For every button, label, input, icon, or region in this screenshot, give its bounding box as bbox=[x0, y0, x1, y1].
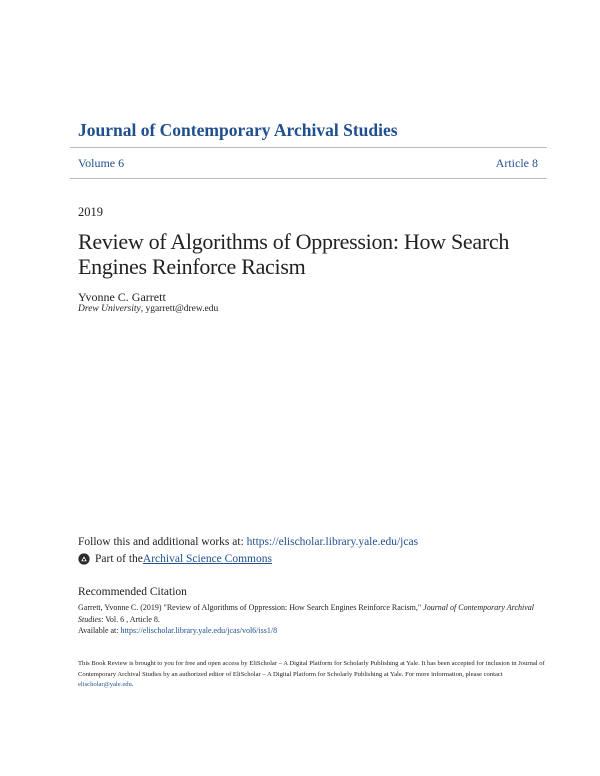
footer-end: . bbox=[131, 681, 134, 688]
available-url-link[interactable]: https://elischolar.library.yale.edu/jcas/vol6/iss1/8 bbox=[120, 626, 278, 635]
open-access-icon bbox=[78, 553, 90, 565]
recommended-citation-heading: Recommended Citation bbox=[78, 586, 187, 598]
footer-notice bbox=[78, 659, 548, 691]
footer-text: This Book Review is brought to you for free and open access by EliScholar – A Digital Platform for Scholarly Publishing at Yale. It has been accepted for inclusion in Journal of Contemporary Archival Studies by an authorized editor of EliScholar – A Digital Platform for Scholarly Publishing at Yale. For more information, please contact bbox=[78, 660, 545, 678]
bottom-divider bbox=[70, 178, 547, 179]
part-of-line bbox=[78, 553, 272, 565]
article-title: Review of Algorithms of Oppression: How Search Engines Reinforce Racism bbox=[78, 229, 510, 279]
contact-email-link[interactable]: elischolar@yale.edu bbox=[78, 681, 132, 688]
citation-text: Garrett, Yvonne C. (2019) "Review of Algorithms of Oppression: How Search Engines Reinforce Racism," bbox=[78, 603, 424, 612]
publication-year: 2019 bbox=[78, 205, 103, 219]
affiliation-institution: Drew University bbox=[78, 304, 141, 314]
top-divider bbox=[70, 147, 547, 148]
author-affiliation bbox=[78, 304, 218, 314]
affiliation-email: , ygarrett@drew.edu bbox=[140, 304, 219, 314]
citation-journal: Journal of Contemporary Archival Studies bbox=[78, 603, 535, 624]
journal-title[interactable]: Journal of Contemporary Archival Studies bbox=[78, 120, 398, 140]
follow-line bbox=[78, 536, 418, 548]
follow-prefix: Follow this and additional works at: bbox=[78, 536, 247, 548]
author-name: Yvonne C. Garrett bbox=[78, 290, 166, 304]
part-of-prefix: Part of the bbox=[95, 553, 143, 565]
article-link[interactable]: Article 8 bbox=[495, 156, 538, 170]
available-prefix: Available at: bbox=[78, 626, 121, 635]
citation-volume: : Vol. 6 , Article 8. bbox=[101, 614, 160, 624]
follow-link[interactable]: https://elischolar.library.yale.edu/jcas bbox=[246, 536, 419, 548]
citation-block bbox=[78, 602, 548, 637]
archival-science-commons-link[interactable]: Archival Science Commons bbox=[142, 553, 272, 565]
volume-link[interactable]: Volume 6 bbox=[78, 156, 125, 170]
